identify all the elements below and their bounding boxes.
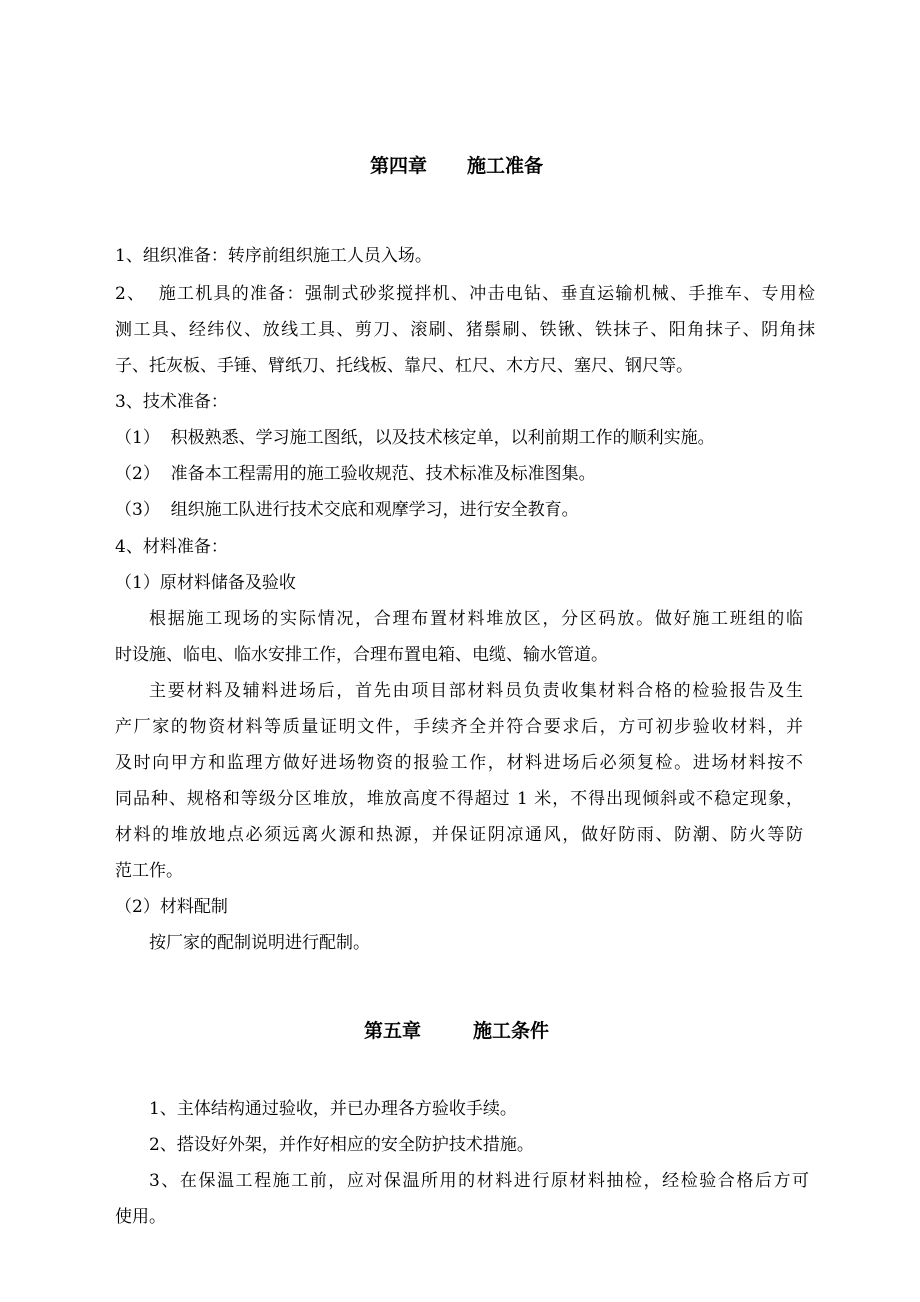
para-1-line-2: 时设施、临电、临水安排工作，合理布置电箱、电缆、输水管道。 <box>115 645 608 665</box>
tech-item-1: （1） 积极熟悉、学习施工图纸，以及技术核定单，以利前期工作的顺利实施。 <box>115 428 715 448</box>
para-2-line-6: 范工作。 <box>115 861 183 881</box>
para-2-line-2: 产厂家的物资材料等质量证明文件，手续齐全并符合要求后，方可初步验收材料，并 <box>115 717 803 737</box>
condition-item-3-line-1: 3、在保温工程施工前，应对保温所用的材料进行原材料抽检，经检验合格后方可 <box>149 1171 809 1191</box>
item-2-line-1: 2、 施工机具的准备：强制式砂浆搅拌机、冲击电钻、垂直运输机械、手推车、专用检 <box>115 284 815 304</box>
sub-2-heading: （2）材料配制 <box>115 897 228 917</box>
tech-item-3: （3） 组织施工队进行技术交底和观摩学习，进行安全教育。 <box>115 500 579 520</box>
para-2-line-1: 主要材料及辅料进场后，首先由项目部材料员负责收集材料合格的检验报告及生 <box>149 681 803 701</box>
para-3: 按厂家的配制说明进行配制。 <box>149 933 370 953</box>
chapter5-title-number: 第五章 <box>364 1020 422 1042</box>
condition-item-3-line-2: 使用。 <box>115 1207 166 1227</box>
para-2-line-5: 材料的堆放地点必须远离火源和热源，并保证阴凉通风，做好防雨、防潮、防火等防 <box>115 825 803 845</box>
sub-1-heading: （1）原材料储备及验收 <box>115 573 296 593</box>
chapter4-title-text: 施工准备 <box>467 155 544 177</box>
item-1-organization: 1、组织准备：转序前组织施工人员入场。 <box>115 246 432 266</box>
item-4-materials: 4、材料准备： <box>115 537 228 557</box>
para-2-line-3: 及时向甲方和监理方做好进场物资的报验工作，材料进场后必须复检。进场材料按不 <box>115 753 803 773</box>
item-3-technical: 3、技术准备： <box>115 392 228 412</box>
chapter4-title-number: 第四章 <box>370 155 428 177</box>
tech-item-2: （2） 准备本工程需用的施工验收规范、技术标准及标准图集。 <box>115 464 596 484</box>
para-2-line-4: 同品种、规格和等级分区堆放，堆放高度不得超过 1 米，不得出现倾斜或不稳定现象， <box>115 789 803 809</box>
condition-item-1: 1、主体结构通过验收，并已办理各方验收手续。 <box>149 1099 517 1119</box>
para-1-line-1: 根据施工现场的实际情况，合理布置材料堆放区，分区码放。做好施工班组的临 <box>149 609 803 629</box>
item-2-line-3: 子、托灰板、手锤、臂纸刀、托线板、靠尺、杠尺、木方尺、塞尺、钢尺等。 <box>115 356 693 376</box>
condition-item-2: 2、搭设好外架，并作好相应的安全防护技术措施。 <box>149 1135 534 1155</box>
chapter5-title-text: 施工条件 <box>473 1020 550 1042</box>
item-2-line-2: 测工具、经纬仪、放线工具、剪刀、滚刷、猪鬃刷、铁锹、铁抹子、阳角抹子、阴角抹 <box>115 320 815 340</box>
